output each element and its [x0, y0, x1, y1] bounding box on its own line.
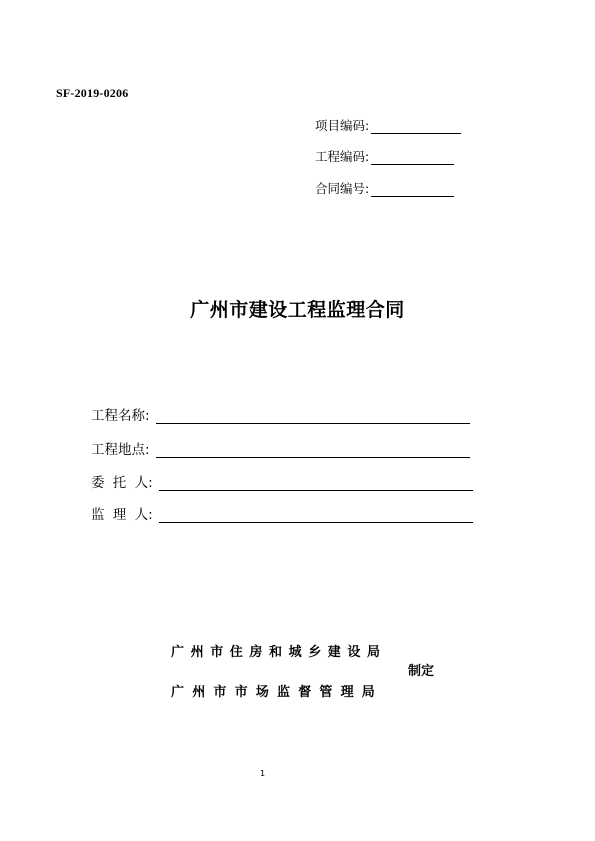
contract-number-label: 合同编号: [315, 181, 370, 196]
client-label: 委 托 人: [91, 475, 153, 491]
engineering-code-label: 工程编码: [315, 149, 370, 164]
client-field [91, 471, 473, 491]
supervisor-label: 监 理 人: [91, 507, 153, 523]
supervisor-field [91, 503, 473, 523]
project-location-label: 工程地点: [91, 442, 150, 458]
contract-number-field [315, 179, 454, 197]
project-location-field [91, 438, 470, 458]
document-code: SF-2019-0206 [56, 86, 129, 100]
project-code-field [315, 116, 461, 134]
project-name-blank[interactable] [156, 409, 470, 424]
engineering-code-field [315, 147, 454, 165]
issuer-suffix: 制定 [408, 664, 435, 679]
project-code-blank[interactable] [371, 119, 461, 134]
project-location-blank[interactable] [156, 443, 470, 458]
engineering-code-blank[interactable] [371, 150, 454, 165]
project-code-label: 项目编码: [315, 118, 370, 133]
contract-number-blank[interactable] [371, 182, 454, 197]
client-blank[interactable] [159, 476, 473, 491]
project-name-field [91, 404, 470, 424]
issuer-market-bureau: 广州市市场监督管理局 [171, 685, 384, 700]
document-title: 广州市建设工程监理合同 [190, 299, 405, 321]
page-number: 1 [259, 769, 266, 778]
project-name-label: 工程名称: [91, 408, 150, 424]
supervisor-blank[interactable] [159, 508, 473, 523]
issuer-housing-bureau: 广州市住房和城乡建设局 [171, 645, 387, 660]
